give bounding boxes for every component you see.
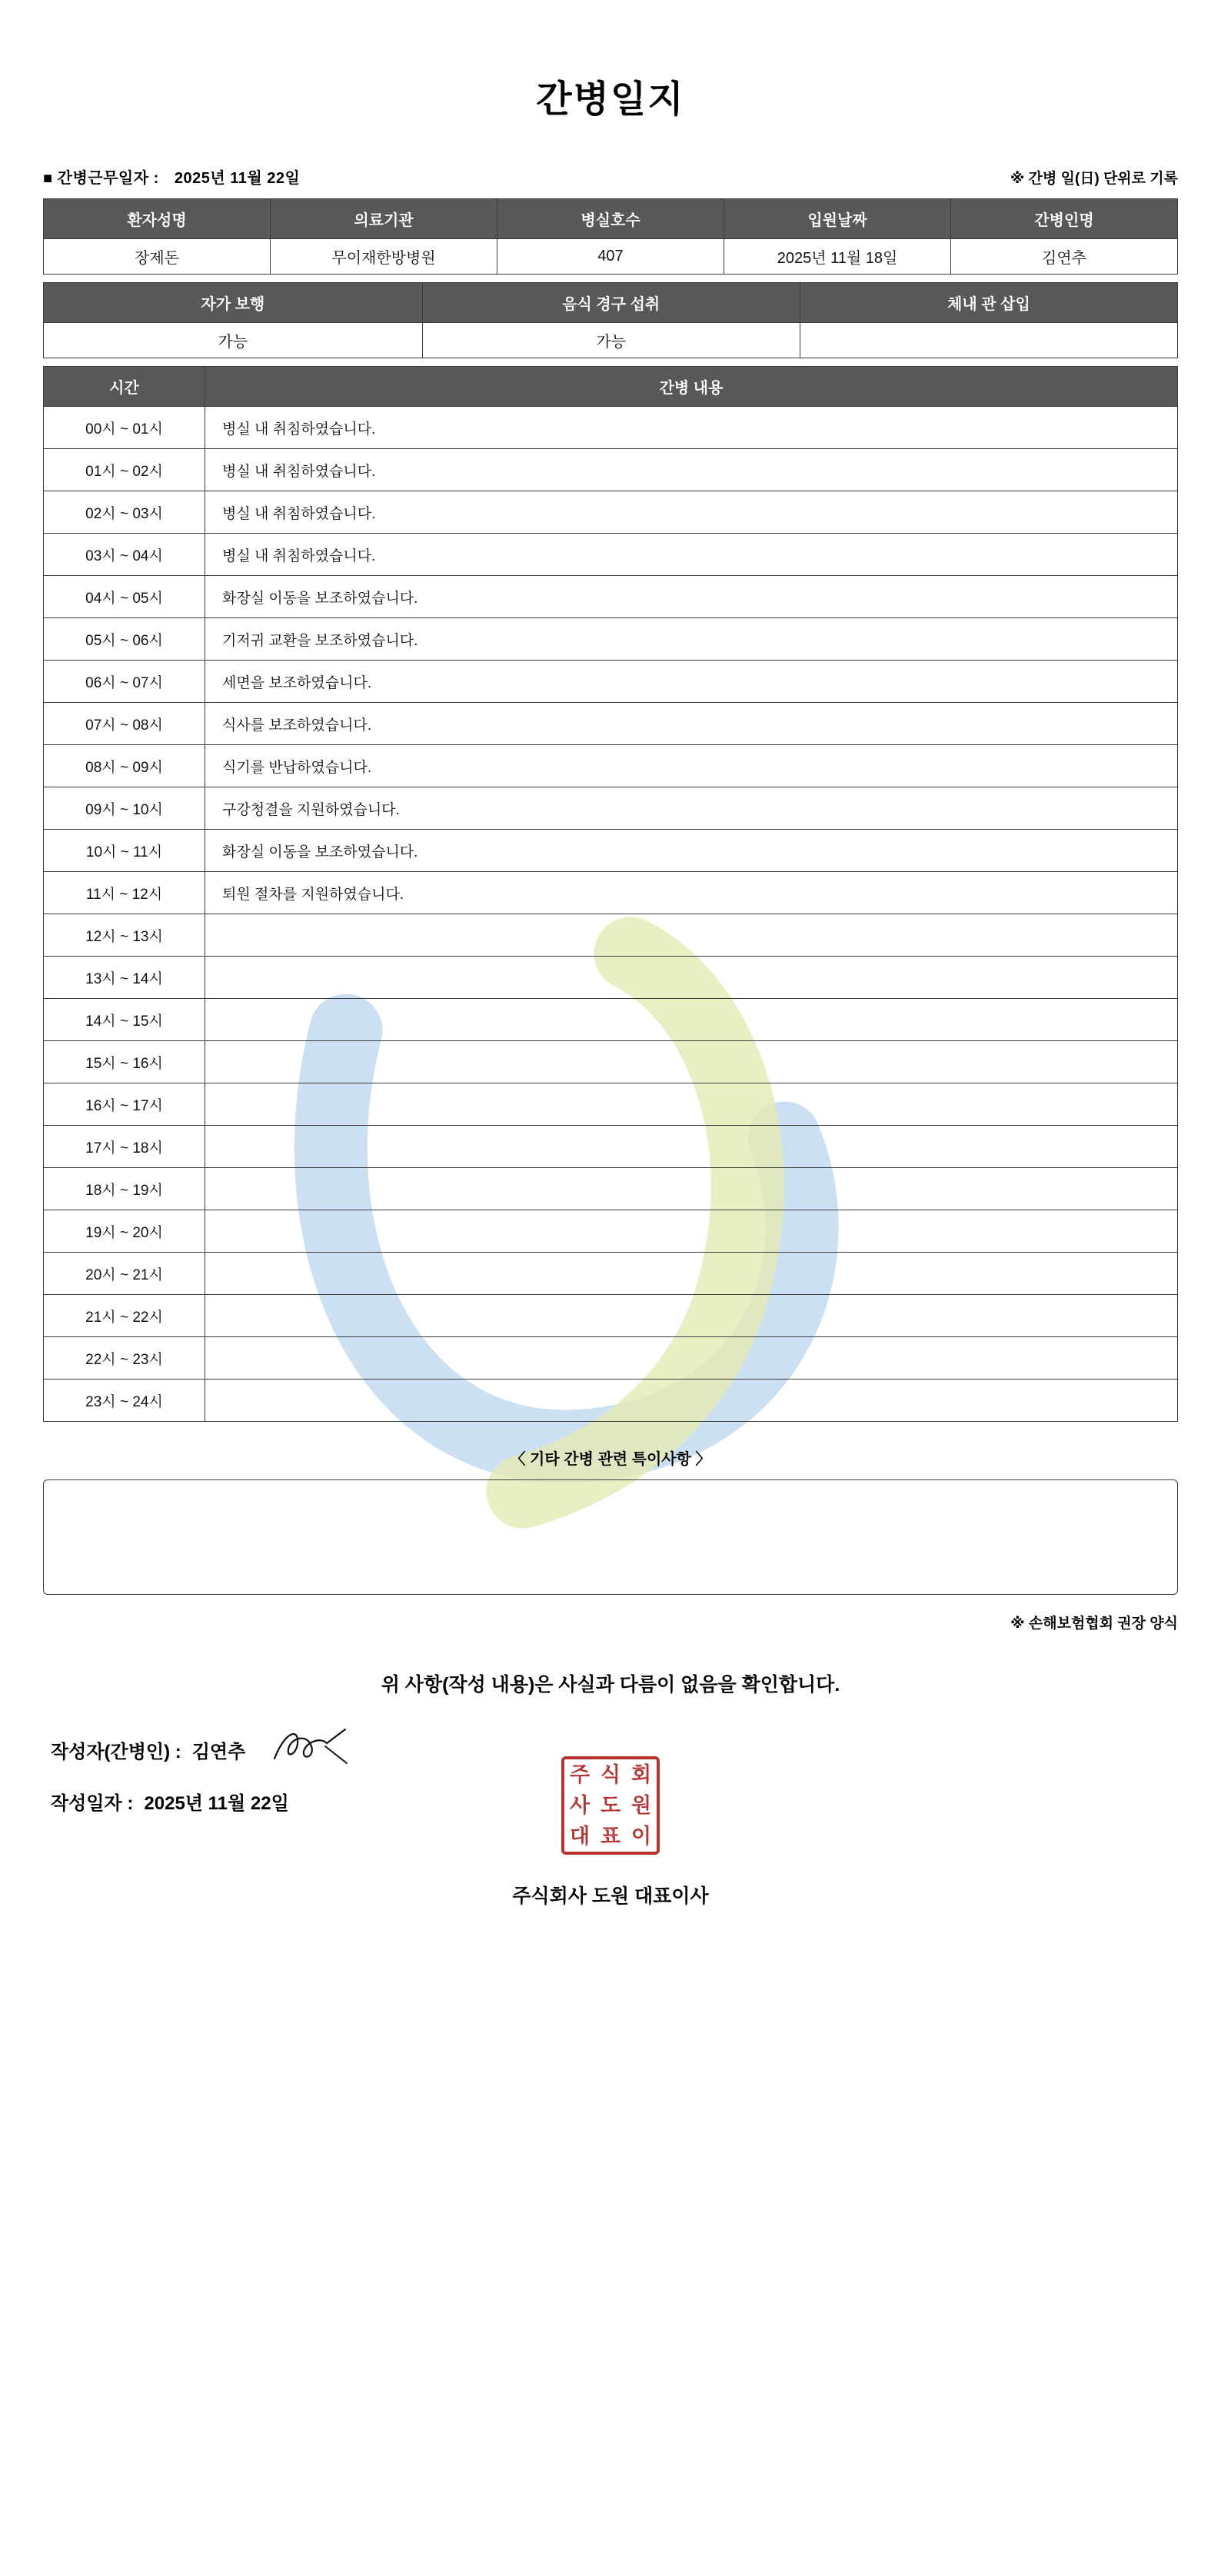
value-tube-insertion bbox=[800, 323, 1177, 358]
care-content[interactable]: 병실 내 취침하였습니다. bbox=[205, 407, 1178, 449]
header-care-content: 간병 내용 bbox=[205, 367, 1178, 407]
write-date-value: 2025년 11월 22일 bbox=[144, 1793, 289, 1814]
work-date-label: ■ 간병근무일자 : bbox=[43, 170, 159, 187]
time-slot: 01시 ~ 02시 bbox=[44, 449, 205, 491]
value-patient-name: 장제돈 bbox=[44, 239, 271, 275]
writer-value: 김연추 bbox=[191, 1741, 246, 1762]
table-row bbox=[44, 534, 1178, 576]
table-row bbox=[44, 239, 1178, 275]
care-content[interactable]: 병실 내 취침하였습니다. bbox=[205, 491, 1178, 534]
table-row bbox=[44, 1253, 1178, 1295]
table-row bbox=[44, 407, 1178, 449]
care-content[interactable]: 기저귀 교환을 보조하였습니다. bbox=[205, 618, 1178, 661]
care-content[interactable]: 세면을 보조하였습니다. bbox=[205, 661, 1178, 703]
table-row bbox=[44, 745, 1178, 787]
time-slot: 23시 ~ 24시 bbox=[44, 1380, 205, 1422]
table-header-row bbox=[44, 367, 1178, 407]
table-row bbox=[44, 449, 1178, 491]
time-slot: 21시 ~ 22시 bbox=[44, 1295, 205, 1337]
value-caregiver-name: 김연추 bbox=[951, 239, 1178, 275]
notes-input[interactable] bbox=[43, 1479, 1178, 1595]
header-caregiver-name: 간병인명 bbox=[951, 199, 1178, 239]
table-row bbox=[44, 661, 1178, 703]
table-row bbox=[44, 323, 1178, 358]
table-row bbox=[44, 576, 1178, 618]
header-patient-name: 환자성명 bbox=[44, 199, 271, 239]
time-slot: 04시 ~ 05시 bbox=[44, 576, 205, 618]
table-row bbox=[44, 830, 1178, 872]
care-content[interactable] bbox=[205, 1253, 1178, 1295]
hours-table bbox=[43, 366, 1178, 1422]
care-content[interactable]: 구강청결을 지원하였습니다. bbox=[205, 787, 1178, 830]
table-header-row bbox=[44, 283, 1178, 323]
write-date-label: 작성일자 : bbox=[51, 1793, 134, 1814]
header-tube-insertion: 체내 관 삽입 bbox=[800, 283, 1177, 323]
care-content[interactable]: 화장실 이동을 보조하였습니다. bbox=[205, 576, 1178, 618]
stamp-char: 표 bbox=[600, 1824, 621, 1848]
table-row bbox=[44, 1083, 1178, 1126]
stamp-char: 회 bbox=[630, 1762, 652, 1786]
time-slot: 10시 ~ 11시 bbox=[44, 830, 205, 872]
time-slot: 16시 ~ 17시 bbox=[44, 1083, 205, 1126]
time-slot: 00시 ~ 01시 bbox=[44, 407, 205, 449]
time-slot: 07시 ~ 08시 bbox=[44, 703, 205, 745]
time-slot: 03시 ~ 04시 bbox=[44, 534, 205, 576]
care-content[interactable] bbox=[205, 1041, 1178, 1083]
meta-row bbox=[43, 165, 1178, 198]
care-content[interactable] bbox=[205, 999, 1178, 1041]
care-content[interactable] bbox=[205, 1337, 1178, 1380]
notes-title: 〈 기타 간병 관련 특이사항 〉 bbox=[510, 1451, 711, 1468]
confirmation-text: 위 사항(작성 내용)은 사실과 다름이 없음을 확인합니다. bbox=[381, 1674, 840, 1696]
company-stamp-icon bbox=[561, 1756, 660, 1855]
care-content[interactable] bbox=[205, 1168, 1178, 1210]
stamp-char: 대 bbox=[569, 1824, 591, 1848]
stamp-char: 이 bbox=[630, 1824, 652, 1848]
writer-label: 작성자(간병인) : bbox=[51, 1741, 181, 1762]
time-slot: 22시 ~ 23시 bbox=[44, 1337, 205, 1380]
company-text: 주식회사 도원 대표이사 bbox=[512, 1885, 709, 1907]
table-row bbox=[44, 1126, 1178, 1168]
care-content[interactable]: 퇴원 절차를 지원하였습니다. bbox=[205, 872, 1178, 914]
value-oral-intake: 가능 bbox=[422, 323, 800, 358]
time-slot: 06시 ~ 07시 bbox=[44, 661, 205, 703]
signature-icon bbox=[265, 1723, 358, 1769]
unit-note: ※ 간병 일(日) 단위로 기록 bbox=[1010, 171, 1178, 187]
page-title: 간병일지 bbox=[536, 79, 685, 120]
association-note: ※ 손해보험협회 권장 양식 bbox=[1010, 1616, 1178, 1632]
stamp-char: 도 bbox=[600, 1793, 621, 1817]
value-self-walking: 가능 bbox=[44, 323, 423, 358]
stamp-char: 사 bbox=[569, 1793, 591, 1817]
time-slot: 14시 ~ 15시 bbox=[44, 999, 205, 1041]
stamp-char: 식 bbox=[600, 1762, 621, 1786]
time-slot: 19시 ~ 20시 bbox=[44, 1210, 205, 1253]
care-content[interactable] bbox=[205, 1083, 1178, 1126]
stamp-char: 원 bbox=[630, 1793, 652, 1817]
care-content[interactable]: 병실 내 취침하였습니다. bbox=[205, 534, 1178, 576]
header-admission-date: 입원날짜 bbox=[724, 199, 951, 239]
table-row bbox=[44, 1380, 1178, 1422]
time-slot: 09시 ~ 10시 bbox=[44, 787, 205, 830]
table-row bbox=[44, 957, 1178, 999]
time-slot: 02시 ~ 03시 bbox=[44, 491, 205, 534]
table-row bbox=[44, 618, 1178, 661]
table-row bbox=[44, 1210, 1178, 1253]
stamp-char: 주 bbox=[569, 1762, 591, 1786]
care-content[interactable] bbox=[205, 914, 1178, 957]
table-row bbox=[44, 872, 1178, 914]
table-row bbox=[44, 1337, 1178, 1380]
time-slot: 18시 ~ 19시 bbox=[44, 1168, 205, 1210]
time-slot: 05시 ~ 06시 bbox=[44, 618, 205, 661]
care-content[interactable] bbox=[205, 1380, 1178, 1422]
time-slot: 20시 ~ 21시 bbox=[44, 1253, 205, 1295]
table-header-row bbox=[44, 199, 1178, 239]
table-row bbox=[44, 491, 1178, 534]
header-room-number: 병실호수 bbox=[497, 199, 724, 239]
care-content[interactable] bbox=[205, 1210, 1178, 1253]
care-content[interactable] bbox=[205, 1126, 1178, 1168]
time-slot: 13시 ~ 14시 bbox=[44, 957, 205, 999]
table-row bbox=[44, 1168, 1178, 1210]
care-content[interactable] bbox=[205, 957, 1178, 999]
patient-table bbox=[43, 198, 1178, 275]
care-content[interactable]: 식기를 반납하였습니다. bbox=[205, 745, 1178, 787]
time-slot: 08시 ~ 09시 bbox=[44, 745, 205, 787]
care-content[interactable]: 화장실 이동을 보조하였습니다. bbox=[205, 830, 1178, 872]
header-hospital: 의료기관 bbox=[271, 199, 497, 239]
time-slot: 15시 ~ 16시 bbox=[44, 1041, 205, 1083]
value-admission-date: 2025년 11월 18일 bbox=[724, 239, 951, 275]
condition-table bbox=[43, 282, 1178, 358]
header-oral-intake: 음식 경구 섭취 bbox=[422, 283, 800, 323]
table-row bbox=[44, 999, 1178, 1041]
work-date-value: 2025년 11월 22일 bbox=[174, 170, 301, 187]
header-self-walking: 자가 보행 bbox=[44, 283, 423, 323]
value-hospital: 무이재한방병원 bbox=[271, 239, 497, 275]
table-row bbox=[44, 787, 1178, 830]
care-content[interactable]: 병실 내 취침하였습니다. bbox=[205, 449, 1178, 491]
table-row bbox=[44, 1041, 1178, 1083]
header-time: 시간 bbox=[44, 367, 205, 407]
table-row bbox=[44, 1295, 1178, 1337]
value-room-number: 407 bbox=[497, 239, 724, 275]
time-slot: 17시 ~ 18시 bbox=[44, 1126, 205, 1168]
work-date bbox=[43, 165, 300, 188]
table-row bbox=[44, 703, 1178, 745]
care-content[interactable] bbox=[205, 1295, 1178, 1337]
time-slot: 11시 ~ 12시 bbox=[44, 872, 205, 914]
table-row bbox=[44, 914, 1178, 957]
care-content[interactable]: 식사를 보조하였습니다. bbox=[205, 703, 1178, 745]
time-slot: 12시 ~ 13시 bbox=[44, 914, 205, 957]
